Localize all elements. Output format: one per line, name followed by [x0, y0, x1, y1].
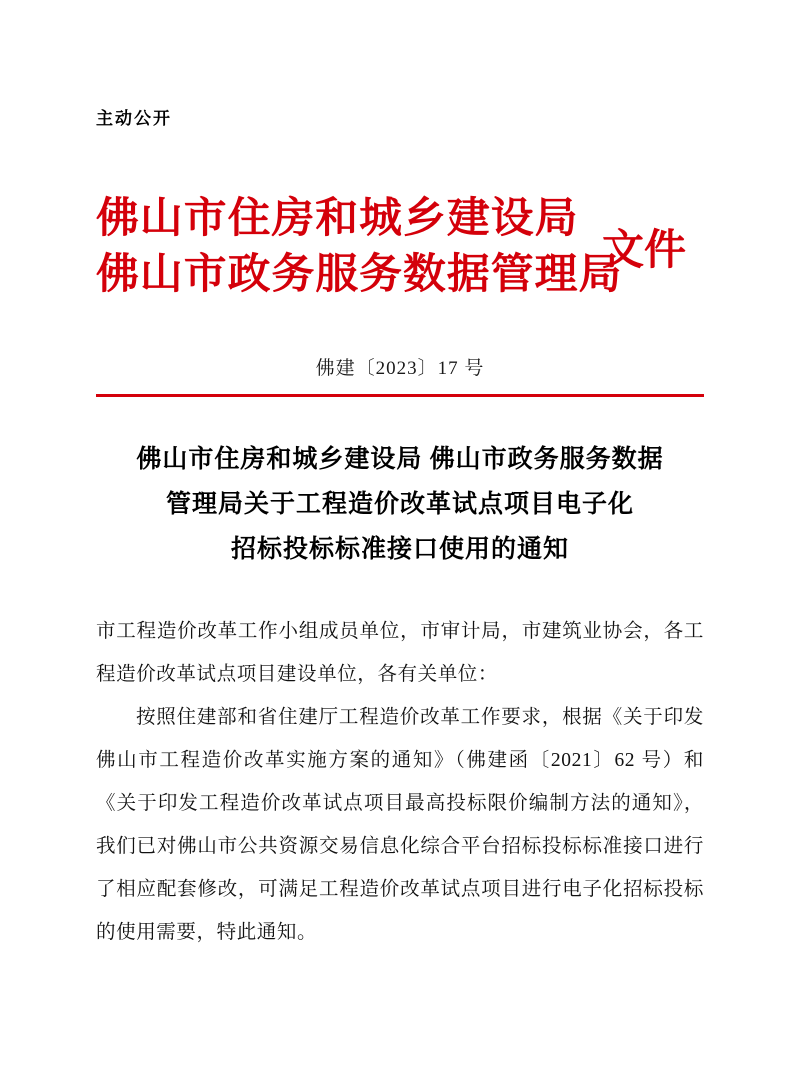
masthead-line-1: 佛山市住房和城乡建设局 — [96, 196, 579, 242]
masthead-line-2: 佛山市政务服务数据管理局 — [96, 252, 623, 298]
page-title-line-1: 佛山市住房和城乡建设局 佛山市政务服务数据 — [136, 446, 664, 473]
body-paragraph-1: 按照住建部和省住建厅工程造价改革工作要求，根据《关于印发佛山市工程造价改革实施方案的通知》（佛建函〔2021〕62 号）和《关于印发工程造价改革试点项目最高投标限价编制方法的通知》，我们已对佛山市公共资源交易信息化综合平台招标投标标准接口进行了相应配套修改，可满足工程造价改革试点项目进行电子化招标投标的使用需要，特此通知。 — [96, 707, 704, 943]
page-title — [96, 437, 704, 572]
red-divider-rule — [96, 394, 704, 397]
page-title-line-3: 招标投标标准接口使用的通知 — [230, 536, 569, 563]
document-body — [96, 610, 704, 954]
masthead-suffix-wenjian: 文件 — [601, 228, 686, 274]
open-mark-label: 主动公开 — [96, 109, 172, 128]
masthead — [96, 191, 704, 341]
document-page — [0, 104, 800, 1075]
addressee-paragraph: 市工程造价改革工作小组成员单位，市审计局，市建筑业协会，各工程造价改革试点项目建设单位，各有关单位： — [96, 621, 704, 685]
page-title-line-2: 管理局关于工程造价改革试点项目电子化 — [165, 491, 634, 518]
document-number: 佛建〔2023〕17 号 — [315, 358, 485, 379]
